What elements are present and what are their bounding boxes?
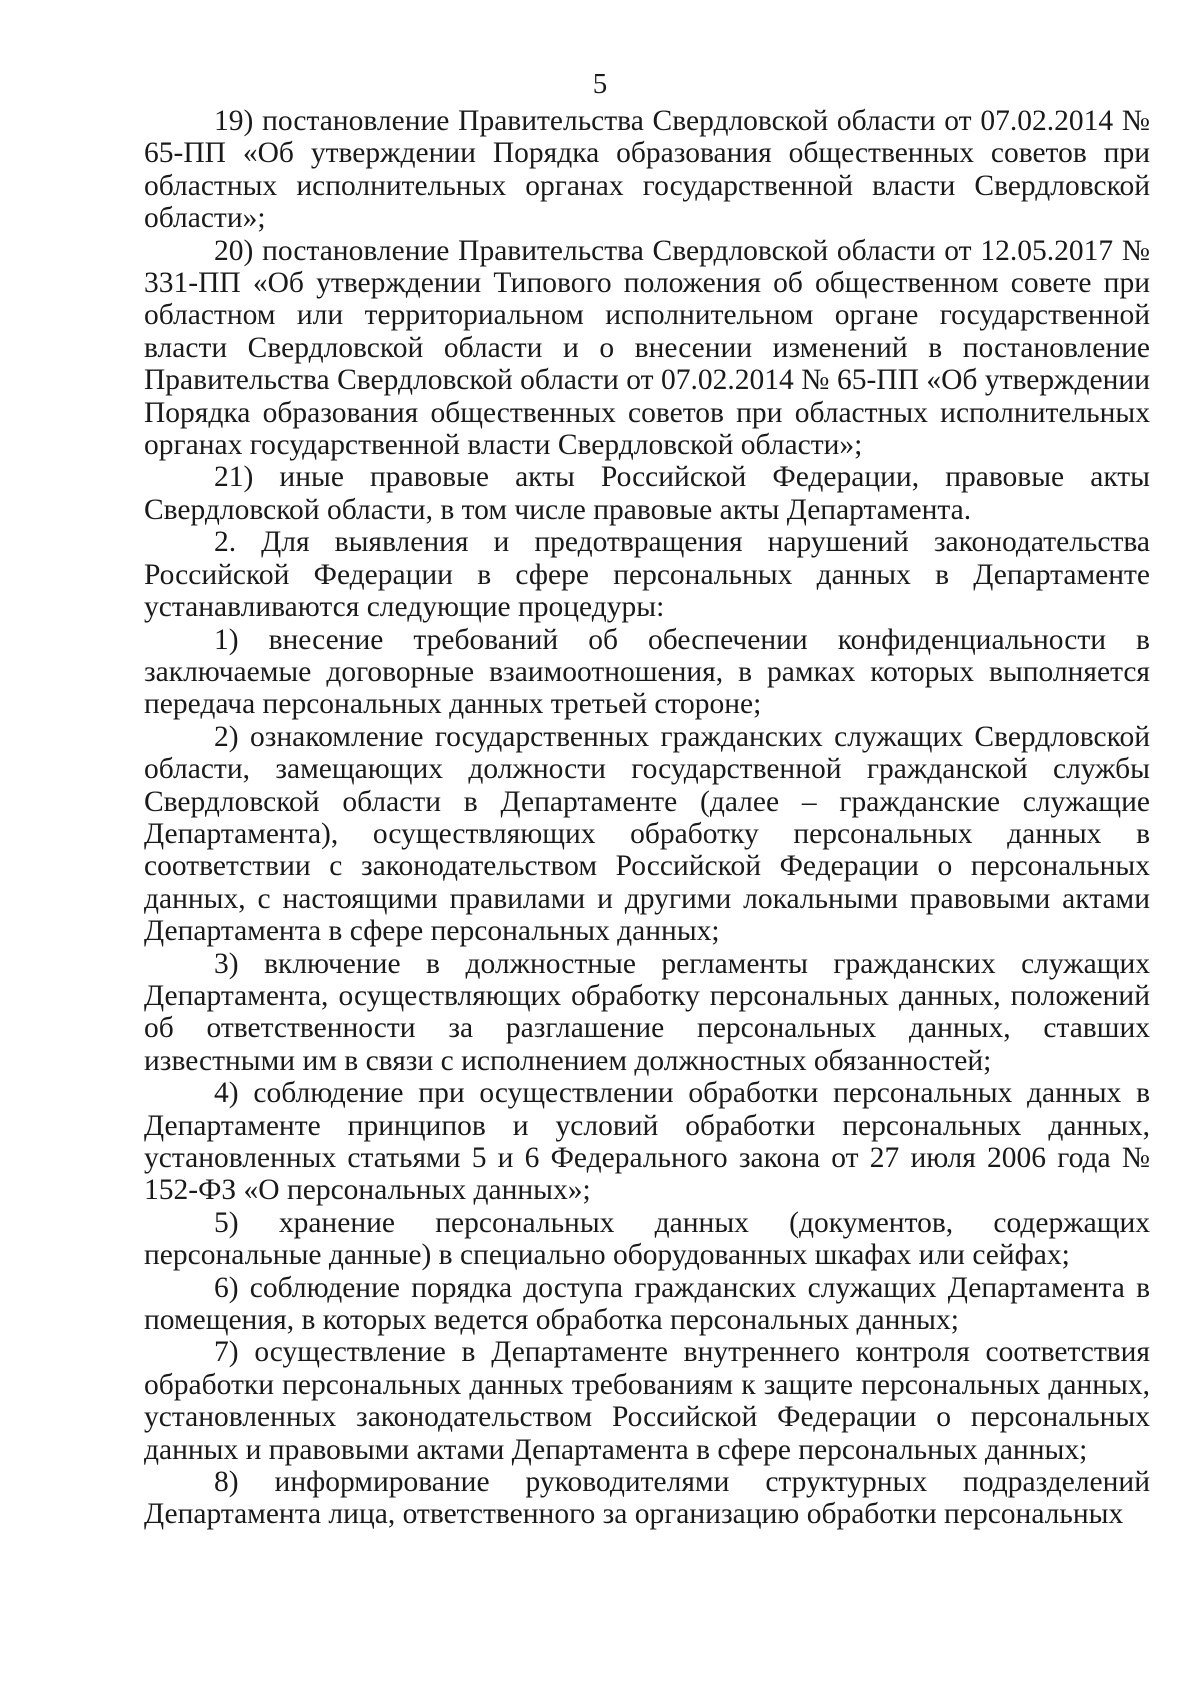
paragraph-procedure-8: 8) информирование руководителями структурных подразделений Департамента лица, ответственного за организацию обработки персональных xyxy=(144,1466,1150,1531)
paragraph-procedure-6: 6) соблюдение порядка доступа гражданских служащих Департамента в помещения, в которых ведется обработка персональных данных; xyxy=(144,1271,1150,1337)
paragraph-procedure-5: 5) хранение персональных данных (документов, содержащих персональные данные) в специально оборудованных шкафах или сейфах; xyxy=(144,1206,1150,1272)
paragraph-procedure-4: 4) соблюдение при осуществлении обработки персональных данных в Департаменте принципов и условий обработки персональных данных, установленных статьями 5 и 6 Федерального закона от 27 июля 2006 года № 152-ФЗ «О персональных данных»; xyxy=(144,1077,1150,1207)
paragraph-procedure-2: 2) ознакомление государственных гражданских служащих Свердловской области, замещающих должности государственной гражданской службы Свердловской области в Департаменте (далее – гражданские служащие Департамента), осуществляющих обработку персональных данных в соответствии с законодательством Российской Федерации о персональных данных, с настоящими правилами и другими локальными правовыми актами Департамента в сфере персональных данных; xyxy=(144,720,1150,948)
paragraph-item-19: 19) постановление Правительства Свердловской области от 07.02.2014 № 65-ПП «Об утверждении Порядка образования общественных советов при областных исполнительных органах государственной власти Свердловской области»; xyxy=(144,105,1150,235)
paragraph-procedure-1: 1) внесение требований об обеспечении конфиденциальности в заключаемые договорные взаимоотношения, в рамках которых выполняется передача персональных данных третьей стороне; xyxy=(144,623,1150,721)
paragraph-item-21: 21) иные правовые акты Российской Федерации, правовые акты Свердловской области, в том числе правовые акты Департамента. xyxy=(144,461,1150,526)
paragraph-procedure-7: 7) осуществление в Департаменте внутреннего контроля соответствия обработки персональных данных требованиям к защите персональных данных, установленных законодательством Российской Федерации о персональных данных и правовыми актами Департамента в сфере персональных данных; xyxy=(144,1336,1150,1466)
page-number: 5 xyxy=(592,68,608,100)
paragraph-procedure-3: 3) включение в должностные регламенты гражданских служащих Департамента, осуществляющих обработку персональных данных, положений об ответственности за разглашение персональных данных, ставших известными им в связи с исполнением должностных обязанностей; xyxy=(144,947,1150,1077)
document-body xyxy=(144,105,1150,1531)
paragraph-section-2: 2. Для выявления и предотвращения нарушений законодательства Российской Федерации в сфере персональных данных в Департаменте устанавливаются следующие процедуры: xyxy=(144,526,1150,624)
paragraph-item-20: 20) постановление Правительства Свердловской области от 12.05.2017 № 331-ПП «Об утверждении Типового положения об общественном совете при областном или территориальном исполнительном органе государственной власти Свердловской области и о внесении изменений в постановление Правительства Свердловской области от 07.02.2014 № 65-ПП «Об утверждении Порядка образования общественных советов при областных исполнительных органах государственной власти Свердловской области»; xyxy=(144,234,1150,462)
